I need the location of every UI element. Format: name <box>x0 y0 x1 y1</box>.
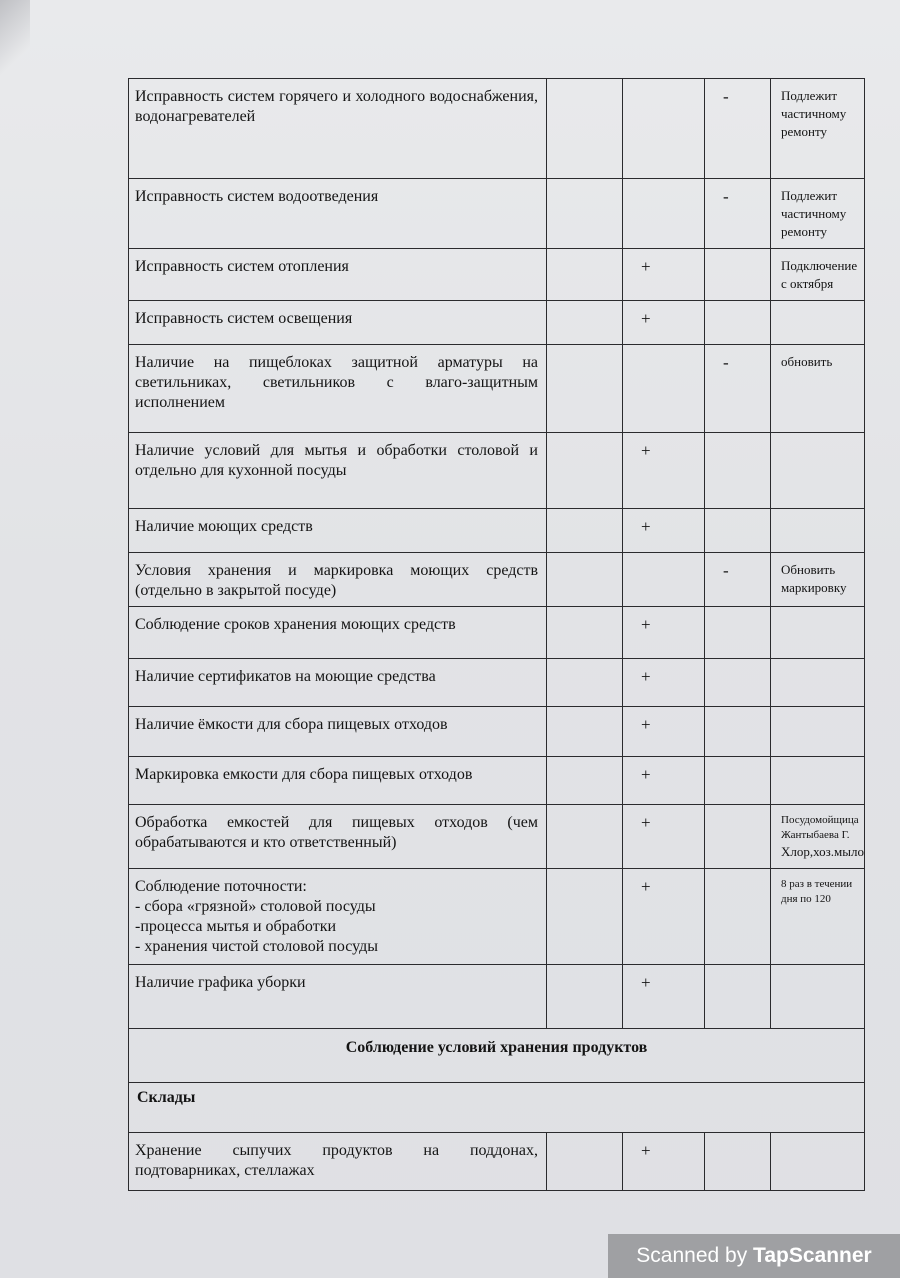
table-row <box>129 79 865 179</box>
empty-cell <box>547 249 623 301</box>
yes-cell: + <box>623 757 705 805</box>
empty-cell <box>547 553 623 607</box>
note-cell: Подключение с октября <box>771 249 865 301</box>
yes-cell: + <box>623 433 705 509</box>
criterion-cell: Наличие ёмкости для сбора пищевых отходов <box>129 707 547 757</box>
no-cell <box>705 249 771 301</box>
yes-cell <box>623 179 705 249</box>
empty-cell <box>547 1133 623 1191</box>
page-shadow <box>0 0 30 80</box>
table-row <box>129 757 865 805</box>
empty-cell <box>547 607 623 659</box>
note-cell <box>771 607 865 659</box>
criterion-cell: Исправность систем горячего и холодного водоснабжения, водонагревателей <box>129 79 547 179</box>
yes-cell: + <box>623 805 705 869</box>
note-cell: Подлежит частичному ремонту <box>771 179 865 249</box>
note-cell <box>771 301 865 345</box>
no-cell <box>705 301 771 345</box>
note-cell <box>771 509 865 553</box>
empty-cell <box>547 179 623 249</box>
empty-cell <box>547 805 623 869</box>
no-cell: - <box>705 179 771 249</box>
no-cell <box>705 1133 771 1191</box>
yes-cell: + <box>623 965 705 1029</box>
no-cell <box>705 659 771 707</box>
note-cell <box>771 965 865 1029</box>
table-row <box>129 707 865 757</box>
scanner-watermark <box>608 1234 900 1278</box>
empty-cell <box>547 757 623 805</box>
empty-cell <box>547 509 623 553</box>
table-row <box>129 509 865 553</box>
note-cell <box>771 707 865 757</box>
criterion-cell: Соблюдение поточности: - сбора «грязной» столовой посуды -процесса мытья и обработки - хранения чистой столовой посуды <box>129 869 547 965</box>
table-row <box>129 1133 865 1191</box>
note-cell: обновить <box>771 345 865 433</box>
note-cell <box>771 433 865 509</box>
note-line: Посудомойщица Жантыбаева Г. <box>781 814 859 841</box>
empty-cell <box>547 869 623 965</box>
table-row <box>129 805 865 869</box>
table-row <box>129 607 865 659</box>
no-cell <box>705 869 771 965</box>
criterion-cell: Исправность систем водоотведения <box>129 179 547 249</box>
no-cell <box>705 707 771 757</box>
note-line: Хлор,хоз.мыло <box>781 844 864 859</box>
note-cell <box>771 805 865 869</box>
criterion-cell: Маркировка емкости для сбора пищевых отходов <box>129 757 547 805</box>
table-row <box>129 433 865 509</box>
no-cell <box>705 757 771 805</box>
yes-cell <box>623 553 705 607</box>
criterion-cell: Условия хранения и маркировка моющих средств (отдельно в закрытой посуде) <box>129 553 547 607</box>
table-row <box>129 345 865 433</box>
yes-cell <box>623 345 705 433</box>
criterion-cell: Наличие графика уборки <box>129 965 547 1029</box>
empty-cell <box>547 707 623 757</box>
no-cell <box>705 805 771 869</box>
subsection-row <box>129 1083 865 1133</box>
criterion-cell: Соблюдение сроков хранения моющих средств <box>129 607 547 659</box>
criterion-cell: Обработка емкостей для пищевых отходов (чем обрабатываются и кто ответственный) <box>129 805 547 869</box>
section-row <box>129 1029 865 1083</box>
no-cell <box>705 607 771 659</box>
yes-cell: + <box>623 509 705 553</box>
note-cell <box>771 659 865 707</box>
yes-cell: + <box>623 607 705 659</box>
criterion-cell: Наличие на пищеблоках защитной арматуры на светильниках, светильников с влаго-защитным исполнением <box>129 345 547 433</box>
empty-cell <box>547 79 623 179</box>
yes-cell: + <box>623 869 705 965</box>
table-row <box>129 301 865 345</box>
criterion-cell: Наличие моющих средств <box>129 509 547 553</box>
note-cell <box>771 757 865 805</box>
empty-cell <box>547 965 623 1029</box>
table-row <box>129 965 865 1029</box>
empty-cell <box>547 659 623 707</box>
table-row <box>129 249 865 301</box>
watermark-prefix: Scanned by <box>636 1244 748 1267</box>
table-row <box>129 179 865 249</box>
yes-cell: + <box>623 1133 705 1191</box>
yes-cell: + <box>623 249 705 301</box>
no-cell: - <box>705 345 771 433</box>
criterion-cell: Наличие условий для мытья и обработки столовой и отдельно для кухонной посуды <box>129 433 547 509</box>
yes-cell <box>623 79 705 179</box>
watermark-brand: TapScanner <box>753 1244 872 1267</box>
table-row <box>129 869 865 965</box>
section-title: Соблюдение условий хранения продуктов <box>129 1029 865 1083</box>
empty-cell <box>547 345 623 433</box>
table-row <box>129 659 865 707</box>
note-cell <box>771 1133 865 1191</box>
note-cell: Подлежит частичному ремонту <box>771 79 865 179</box>
yes-cell: + <box>623 659 705 707</box>
table-row <box>129 553 865 607</box>
no-cell: - <box>705 553 771 607</box>
note-cell: 8 раз в течении дня по 120 <box>771 869 865 965</box>
no-cell <box>705 965 771 1029</box>
criterion-cell: Наличие сертификатов на моющие средства <box>129 659 547 707</box>
empty-cell <box>547 301 623 345</box>
criterion-cell: Исправность систем освещения <box>129 301 547 345</box>
note-cell: Обновить маркировку <box>771 553 865 607</box>
subsection-title: Склады <box>129 1083 865 1133</box>
no-cell <box>705 509 771 553</box>
no-cell <box>705 433 771 509</box>
no-cell: - <box>705 79 771 179</box>
yes-cell: + <box>623 301 705 345</box>
criterion-cell: Исправность систем отопления <box>129 249 547 301</box>
inspection-table <box>128 78 865 1191</box>
empty-cell <box>547 433 623 509</box>
criterion-cell: Хранение сыпучих продуктов на поддонах, подтоварниках, стеллажах <box>129 1133 547 1191</box>
yes-cell: + <box>623 707 705 757</box>
